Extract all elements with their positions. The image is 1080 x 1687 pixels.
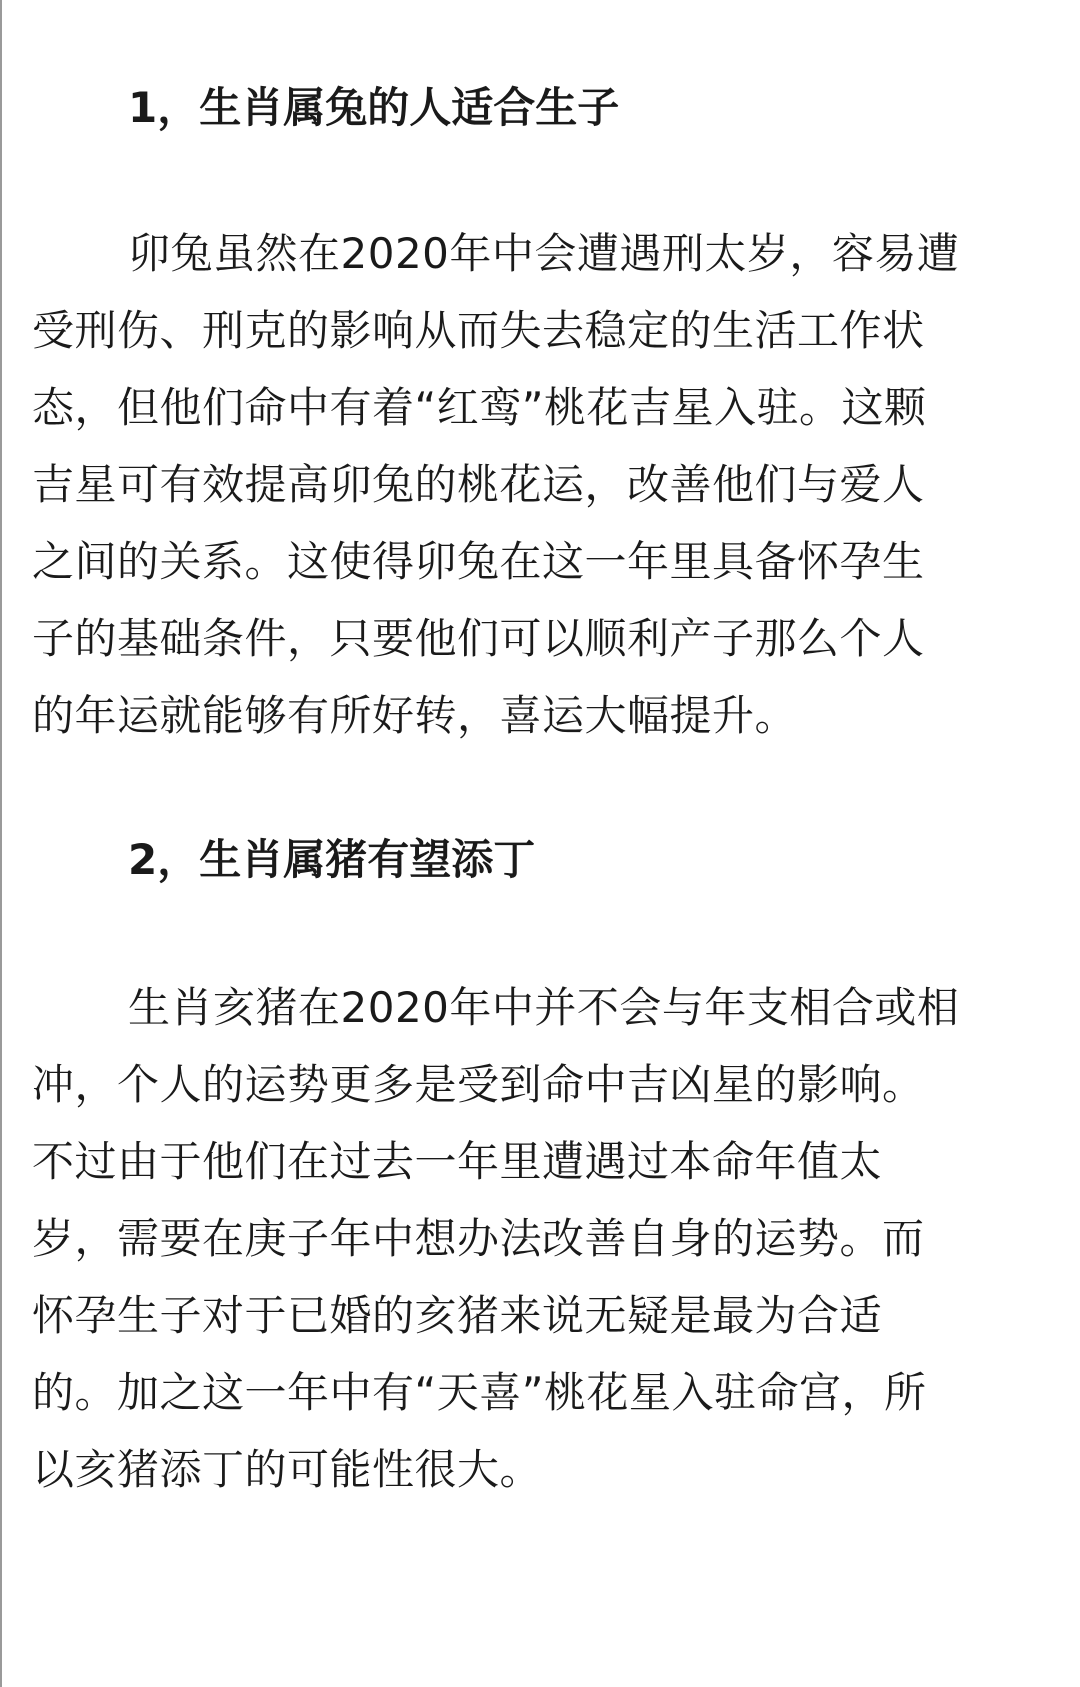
paragraph-line: 态，但他们命中有着“红鸾”桃花吉星入驻。这颗: [32, 383, 927, 432]
paragraph-line: 子的基础条件，只要他们可以顺利产子那么个人: [32, 614, 925, 663]
paragraph-line: 以亥猪添丁的可能性很大。: [32, 1445, 543, 1494]
section-1-heading: 1，生肖属兔的人适合生子: [128, 83, 620, 132]
paragraph-line: 的。加之这一年中有“天喜”桃花星入驻命宫，所: [32, 1368, 927, 1417]
section-2-heading: 2，生肖属猪有望添丁: [128, 835, 536, 884]
paragraph-line: 怀孕生子对于已婚的亥猪来说无疑是最为合适: [32, 1291, 883, 1340]
paragraph-line: 冲，个人的运势更多是受到命中吉凶星的影响。: [32, 1060, 925, 1109]
paragraph-line: 吉星可有效提高卯兔的桃花运，改善他们与爱人: [32, 460, 925, 509]
paragraph-line: 之间的关系。这使得卯兔在这一年里具备怀孕生: [32, 537, 925, 586]
paragraph-line: 生肖亥猪在2020年中并不会与年支相合或相: [128, 983, 960, 1032]
paragraph-line: 的年运就能够有所好转，喜运大幅提升。: [32, 691, 798, 740]
paragraph-line: 受刑伤、刑克的影响从而失去稳定的生活工作状: [32, 306, 925, 355]
paragraph-line: 卯兔虽然在2020年中会遭遇刑太岁，容易遭: [128, 229, 960, 278]
paragraph-line: 岁，需要在庚子年中想办法改善自身的运势。而: [32, 1214, 925, 1263]
paragraph-line: 不过由于他们在过去一年里遭遇过本命年值太: [32, 1137, 883, 1186]
